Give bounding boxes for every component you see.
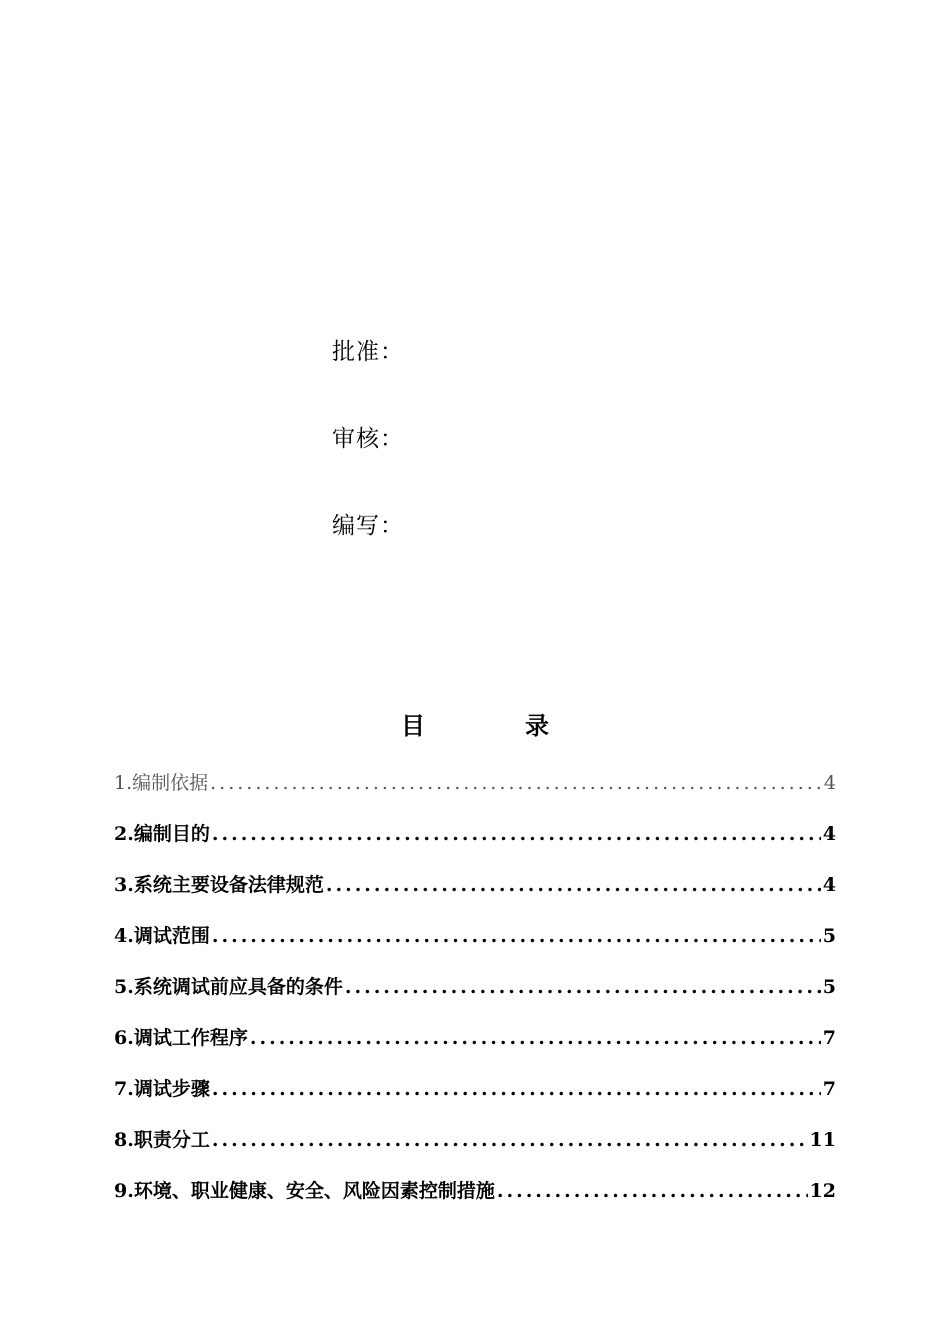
toc-item-page: 5: [822, 925, 836, 947]
toc-leader-dots: [497, 1173, 808, 1209]
approve-label: 批准：: [332, 339, 404, 365]
toc-title-char-2: 录: [525, 711, 549, 740]
toc-item-page: 4: [822, 823, 836, 845]
toc-leader-dots: [212, 1122, 808, 1158]
toc-item-label: 4.调试范围: [114, 925, 210, 947]
toc-item[interactable]: [114, 969, 836, 1020]
toc-item[interactable]: [114, 1173, 836, 1224]
toc-title-char-1: 目: [401, 711, 425, 740]
toc-item[interactable]: [114, 1122, 836, 1173]
toc-title: [0, 706, 950, 746]
toc-item-page: 11: [809, 1129, 836, 1151]
toc-item-label: 5.系统调试前应具备的条件: [114, 976, 343, 998]
toc-item[interactable]: [114, 816, 836, 867]
toc-item-label: 9.环境、职业健康、安全、风险因素控制措施: [114, 1180, 495, 1202]
toc-leader-dots: [212, 918, 821, 954]
toc-leader-dots: [212, 816, 821, 852]
toc-item-page: 4: [823, 772, 836, 794]
review-label: 审核：: [332, 426, 404, 452]
toc-item[interactable]: [114, 765, 836, 816]
toc-item-label: 7.调试步骤: [114, 1078, 210, 1100]
toc-list: [114, 765, 836, 1224]
toc-item-label: 8.职责分工: [114, 1129, 210, 1151]
toc-item-page: 5: [822, 976, 836, 998]
author-label: 编写：: [332, 513, 404, 539]
toc-item-page: 4: [822, 874, 836, 896]
toc-item-label: 3.系统主要设备法律规范: [114, 874, 324, 896]
signature-block: [332, 330, 404, 591]
toc-leader-dots: [345, 969, 821, 1005]
toc-item-label: 2.编制目的: [114, 823, 210, 845]
toc-leader-dots: [212, 1071, 821, 1107]
toc-leader-dots: [210, 765, 822, 801]
toc-item[interactable]: [114, 1071, 836, 1122]
toc-item-page: 7: [822, 1027, 836, 1049]
toc-item-label: 1.编制依据: [114, 772, 209, 794]
toc-item[interactable]: [114, 918, 836, 969]
toc-leader-dots: [250, 1020, 821, 1056]
toc-item[interactable]: [114, 1020, 836, 1071]
toc-item-page: 7: [822, 1078, 836, 1100]
toc-item-page: 12: [809, 1180, 836, 1202]
toc-leader-dots: [326, 867, 821, 903]
toc-item-label: 6.调试工作程序: [114, 1027, 248, 1049]
toc-item[interactable]: [114, 867, 836, 918]
